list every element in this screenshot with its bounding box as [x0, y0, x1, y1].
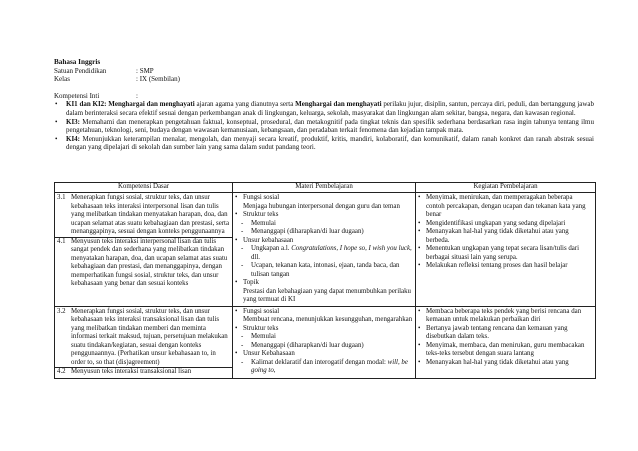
materi-bullet: • Unsur kebahasaan: [235, 237, 413, 246]
materi-cell: [233, 193, 416, 307]
ki-colon: :: [136, 91, 138, 100]
kegiatan-cell: [416, 306, 596, 378]
kompetensi-dasar-cell: [55, 193, 233, 307]
table-header-row: [55, 183, 596, 193]
competency-item: 4.2 Menyusun teks interaksi transaksional lisan: [55, 367, 232, 377]
materi-bullet: • Struktur teks: [235, 211, 413, 220]
kegiatan-item: • Menyimak, menirukan, dan memperagakan beberapa contoh percakapan, dengan ucapan dan tekanan kata yang benar: [418, 194, 593, 220]
competency-item: 3.1 Menerapkan fungsi sosial, struktur teks, dan unsur kebahasaan teks interaksi interpersonal lisan dan tulis yang melibatkan tindakan menyatakan harapan, doa, dan ucapan selamat atas suatu kebahagiaan dan prestasi, serta menanggapinya, sesuai dengan konteks penggunaannya: [57, 194, 230, 235]
table-row: [55, 193, 596, 307]
info-label: Satuan Pendidikan: [54, 66, 107, 75]
kegiatan-item: • Menyimak, membaca, dan menirukan, guru membacakan teks-teks tersebut dengan suara lantang: [418, 342, 593, 359]
ki-label: Kompetensi Inti: [54, 91, 100, 100]
competency-item: 3.2 Menerapkan fungsi sosial, struktur teks, dan unsur kebahasaan teks interaksi transaksional lisan dan tulis yang melibatkan tindakan memberi dan meminta informasi terkait maksud, tujuan, persetujuan melakukan suatu tindakan/kegiatan, sesuai dengan konteks penggunaannya. (Perhatikan unsur kebahasaan to, in order to, so that (dis)agreement): [57, 307, 228, 366]
materi-text: Prestasi dan kebahagiaan yang dapat menumbuhkan perilaku yang termuat di KI: [243, 287, 411, 303]
materi-bullet: • Fungsi sosial: [235, 308, 413, 317]
kegiatan-cell: [416, 193, 596, 307]
ki-list: [54, 100, 594, 152]
kegiatan-item: • Mengidentifikasi ungkapan yang sedang dipelajari: [418, 220, 593, 229]
ki-item: • KI4: Menunjukkan keterampilan menalar, mengolah, dan menyaji secara kreatif, produktif, kritis, mandiri, kolaboratif, dan komunikatif, dalam ranah konkret dan ranah abstrak sesuai dengan yang dipelajari di sekolah dan sumber lain yang sama dalam sudut pandang teori.: [54, 135, 594, 152]
subject-title: Bahasa Inggris: [54, 58, 101, 66]
ki-item: • KI3: Memahami dan menerapkan pengetahuan faktual, konseptual, prosedural, dan metakognitif pada tingkat teknis dan spesifik sederhana berdasarkan rasa ingin tahunya tentang ilmu pengetahuan, teknologi, seni, budaya dengan wawasan kemanusiaan, kebangsaan, dan peradaban terkait fenomena dan kejadian tampak mata.: [54, 118, 594, 135]
materi-bullet: • Fungsi sosial: [235, 194, 413, 203]
materi-subitem: - Ucapan, tekanan kata, intonasi, ejaan, tanda baca, dan tulisan tangan: [235, 262, 413, 279]
ki-item: • KI1 dan KI2: Menghargai dan menghayati ajaran agama yang dianutnya serta Menghargai dan menghayati perilaku jujur, disiplin, santun, percaya diri, peduli, dan bertanggung jawab dalam berinteraksi secara efektif sesuai dengan perkembangan anak di lingkungan, keluarga, sekolah, masyarakat dan lingkungan alam sekitar, bangsa, negara, dan kawasan regional.: [54, 100, 594, 117]
column-header: Kegiatan Pembelajaran: [416, 183, 596, 193]
kegiatan-item: • Menanyakan hal-hal yang tidak diketahui atau yang: [418, 359, 593, 368]
column-header: Kompetensi Dasar: [55, 183, 233, 193]
kegiatan-item: • Menentukan ungkapan yang tepat secara lisan/tulis dari berbagai situasi lain yang serupa.: [418, 245, 593, 262]
kompetensi-dasar-cell: [55, 306, 233, 378]
info-label: Kelas: [54, 75, 70, 84]
materi-subitem: - Menanggapi (diharapkan/di luar dugaan): [235, 342, 413, 351]
materi-text: Menjaga hubungan interpersonal dengan guru dan teman: [243, 202, 400, 210]
kegiatan-item: • Melakukan refleksi tentang proses dan hasil belajar: [418, 262, 593, 271]
info-row-class: [54, 75, 594, 84]
materi-subitem: - Kalimat deklaratif dan interogatif dengan modal: will, be going to,: [235, 359, 413, 376]
syllabus-table: [54, 182, 596, 379]
materi-cell: [233, 306, 416, 378]
kegiatan-item: • Bertanya jawab tentang rencana dan kemauan yang disebutkan dalam teks.: [418, 325, 593, 342]
materi-bullet: • Topik: [235, 279, 413, 288]
document-header: [54, 58, 594, 152]
materi-bullet: • Struktur teks: [235, 325, 413, 334]
info-row-school: [54, 67, 594, 76]
info-value: : IX (Sembilan): [136, 75, 180, 84]
materi-bullet: • Unsur Kebahasaan: [235, 350, 413, 359]
info-value: : SMP: [136, 66, 154, 75]
materi-subitem: - Menanggapi (diharapkan/di luar dugaan): [235, 228, 413, 237]
ki-heading: [54, 92, 594, 101]
kegiatan-item: • Menanyakan hal-hal yang tidak diketahui atau yang berbeda.: [418, 228, 593, 245]
column-header: Materi Pembelajaran: [233, 183, 416, 193]
materi-subitem: - Ungkapan a.l. Congratulations, I hope so, I wish you luck, dll.: [235, 245, 413, 262]
materi-text: Membuat rencana, menunjukkan kesungguhan, mengarahkan: [243, 316, 413, 323]
competency-item: 4.1 Menyusun teks interaksi interpersonal lisan dan tulis sangat pendek dan sederhana yang melibatkan tindakan menyatakan harapan, doa, dan ucapan selamat atas suatu kebahagiaan dan prestasi, dan menanggapinya, dengan memperhatikan fungsi sosial, struktur teks, dan unsur kebahasaan yang benar dan sesuai konteks: [55, 237, 232, 289]
materi-subitem: - Memulai: [235, 333, 413, 342]
table-row: [55, 306, 596, 378]
materi-subitem: - Memulai: [235, 220, 413, 229]
kegiatan-item: • Membaca beberapa teks pendek yang berisi rencana dan kemauan untuk melakukan perbaikan diri: [418, 308, 593, 325]
